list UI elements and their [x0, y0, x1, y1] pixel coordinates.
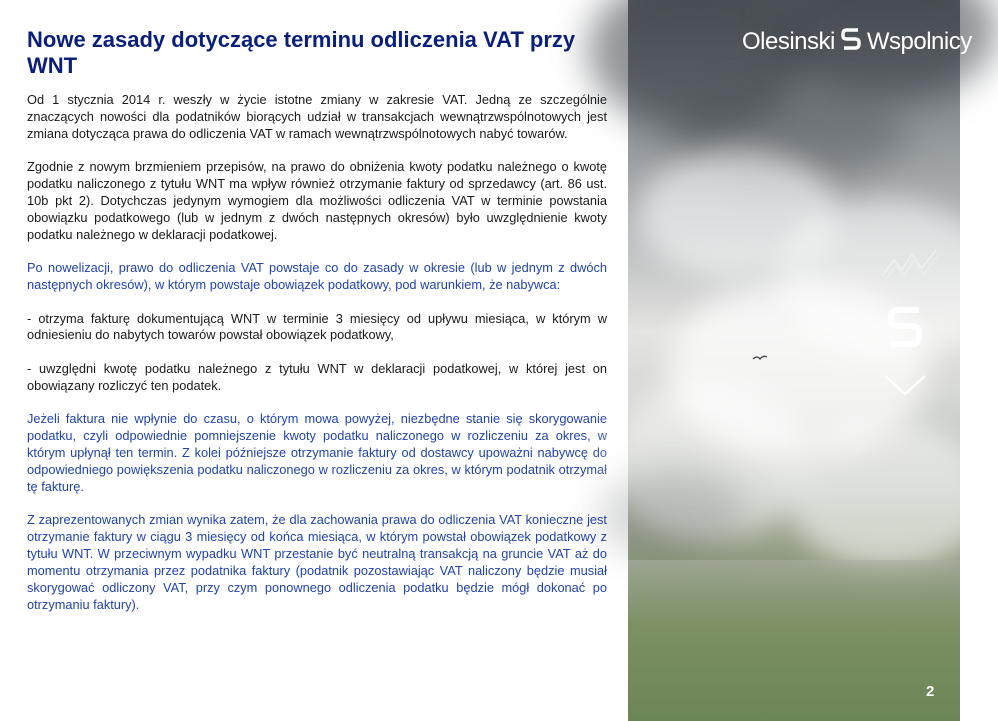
- chevron-down-icon: [882, 372, 928, 398]
- grass-field: [628, 560, 960, 721]
- paragraph-after-amendment: Po nowelizacji, prawo do odliczenia VAT powstaje co do zasady w okresie (lub w jednym z dwóch następnych okresów), w którym powstaje obowiązek podatkowy, pod warunkiem, że nabywca:: [27, 260, 607, 293]
- os-emblem-icon: [886, 306, 924, 348]
- paragraph-conclusion: Z zaprezentowanych zmian wynika zatem, że dla zachowania prawa do odliczenia VAT konieczne jest otrzymanie faktury w ciągu 3 miesięcy od końca miesiąca, w którym powstał obowiązek podatkowy z tytułu WNT. W przeciwnym wypadku WNT przestanie być neutralną transakcją na gruncie VAT aż do momentu otrzymania przez podatnika faktury (podatnik pozostawiając VAT naliczony będzie musiał skorygować odliczony VAT, przy czym ponownego odliczenia podatku będzie mógł dokonać po otrzymaniu faktury).: [27, 512, 607, 612]
- list-item-condition-2: - uwzględni kwotę podatku należnego z tytułu WNT w deklaracji podatkowej, w której jest on obowiązany rozliczyć ten podatek.: [27, 360, 607, 393]
- os-logo-mark-icon: [841, 28, 861, 57]
- body-text: [27, 92, 607, 630]
- brand-logo: [742, 28, 972, 57]
- brand-right: Wspolnicy: [866, 28, 972, 55]
- zigzag-icon: [880, 246, 940, 286]
- brand-left: Olesinski: [742, 28, 835, 55]
- paragraph-late-invoice: Jeżeli faktura nie wpłynie do czasu, o którym mowa powyżej, niezbędne stanie się skorygowanie podatku, czyli odpowiednie pomniejszenie kwoty podatku naliczonego w rozliczeniu za okres, w którym upłynął ten termin. Z kolei późniejsze otrzymanie faktury od dostawcy upoważni nabywcę do odpowiedniego powiększenia podatku naliczonego w rozliczeniu za okres, w którym podatnik otrzymał tę fakturę.: [27, 411, 607, 494]
- paragraph-new-rule: Zgodnie z nowym brzmieniem przepisów, na prawo do obniżenia kwoty podatku należnego o kwotę podatku naliczonego z tytułu WNT ma wpływ również otrzymanie faktury od sprzedawcy (art. 86 ust. 10b pkt 2). Dotychczas jedynym wymogiem dla możliwości odliczenia VAT w terminie powstania obowiązku podatkowego (lub w jednym z dwóch następnych okresów) było uwzględnienie kwoty podatku należnego w deklaracji podatkowej.: [27, 159, 607, 242]
- paragraph-intro: Od 1 stycznia 2014 r. weszły w życie istotne zmiany w zakresie VAT. Jedną ze szczególnie znaczących nowości dla podatników biorących udział w transakcjach wewnątrzwspólnotowych jest zmiana dotycząca prawa do odliczenia VAT w ramach wewnątrzwspólnotowych nabyć towarów.: [27, 92, 607, 141]
- bird-icon: [752, 353, 768, 363]
- list-item-condition-1: - otrzyma fakturę dokumentującą WNT w terminie 3 miesięcy od upływu miesiąca, w którym w odniesieniu do nabytych towarów powstał obowiązek podatkowy,: [27, 310, 607, 343]
- sky-field-image: [628, 0, 960, 721]
- page-title: Nowe zasady dotyczące terminu odliczenia VAT przy WNT: [27, 27, 576, 78]
- page-number: 2: [926, 683, 935, 700]
